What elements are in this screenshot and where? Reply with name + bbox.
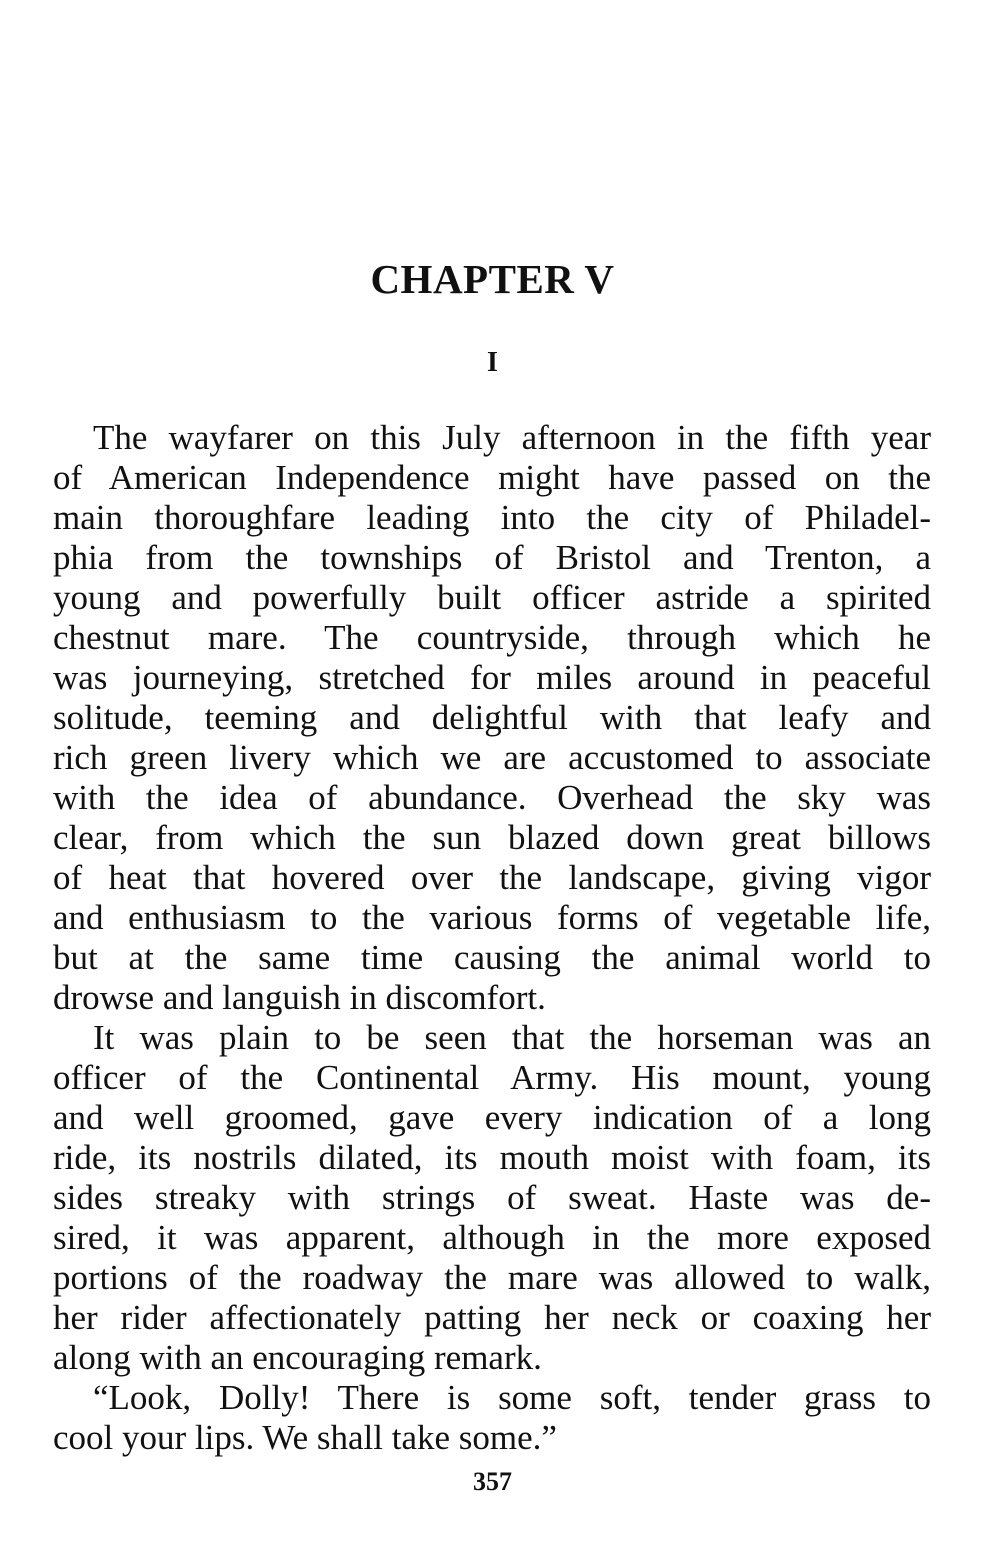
text-line: and enthusiasm to the various forms of vegetable life, (53, 898, 931, 937)
text-line: with the idea of abundance. Overhead the sky was (53, 778, 931, 817)
text-line: and well groomed, gave every indication of a long (53, 1098, 931, 1137)
text-line: was journeying, stretched for miles around in peaceful (53, 658, 931, 697)
text-line: sired, it was apparent, although in the more exposed (53, 1218, 931, 1257)
paragraph-3 (53, 1378, 931, 1458)
text-line: chestnut mare. The countryside, through which he (53, 618, 931, 657)
text-line: portions of the roadway the mare was allowed to walk, (53, 1258, 931, 1297)
body-text (53, 418, 931, 1458)
text-line: young and powerfully built officer astride a spirited (53, 578, 931, 617)
text-line: officer of the Continental Army. His mount, young (53, 1058, 931, 1097)
text-line: The wayfarer on this July afternoon in the fifth year (93, 418, 931, 457)
text-line: solitude, teeming and delightful with that leafy and (53, 698, 931, 737)
text-line: her rider affectionately patting her neck or coaxing her (53, 1298, 931, 1337)
paragraph-2 (53, 1018, 931, 1378)
text-line: along with an encouraging remark. (53, 1338, 542, 1377)
text-line: cool your lips. We shall take some.” (53, 1418, 557, 1457)
text-line: drowse and languish in discomfort. (53, 978, 546, 1017)
text-line: phia from the townships of Bristol and Trenton, a (53, 538, 931, 577)
text-line: sides streaky with strings of sweat. Haste was de- (53, 1178, 931, 1217)
text-line: but at the same time causing the animal world to (53, 938, 931, 977)
paragraph-1 (53, 418, 931, 1018)
page-number: 357 (473, 1467, 512, 1496)
text-line: of American Independence might have passed on the (53, 458, 931, 497)
text-line: rich green livery which we are accustomed to associate (53, 738, 931, 777)
section-numeral: I (487, 347, 498, 378)
text-line: ride, its nostrils dilated, its mouth moist with foam, its (53, 1138, 931, 1177)
text-line: It was plain to be seen that the horseman was an (93, 1018, 931, 1057)
text-line: clear, from which the sun blazed down great billows (53, 818, 931, 857)
chapter-title: CHAPTER V (370, 256, 615, 302)
text-line: of heat that hovered over the landscape, giving vigor (53, 858, 931, 897)
text-line: “Look, Dolly! There is some soft, tender grass to (93, 1378, 931, 1417)
text-line: main thoroughfare leading into the city of Philadel- (53, 498, 931, 537)
